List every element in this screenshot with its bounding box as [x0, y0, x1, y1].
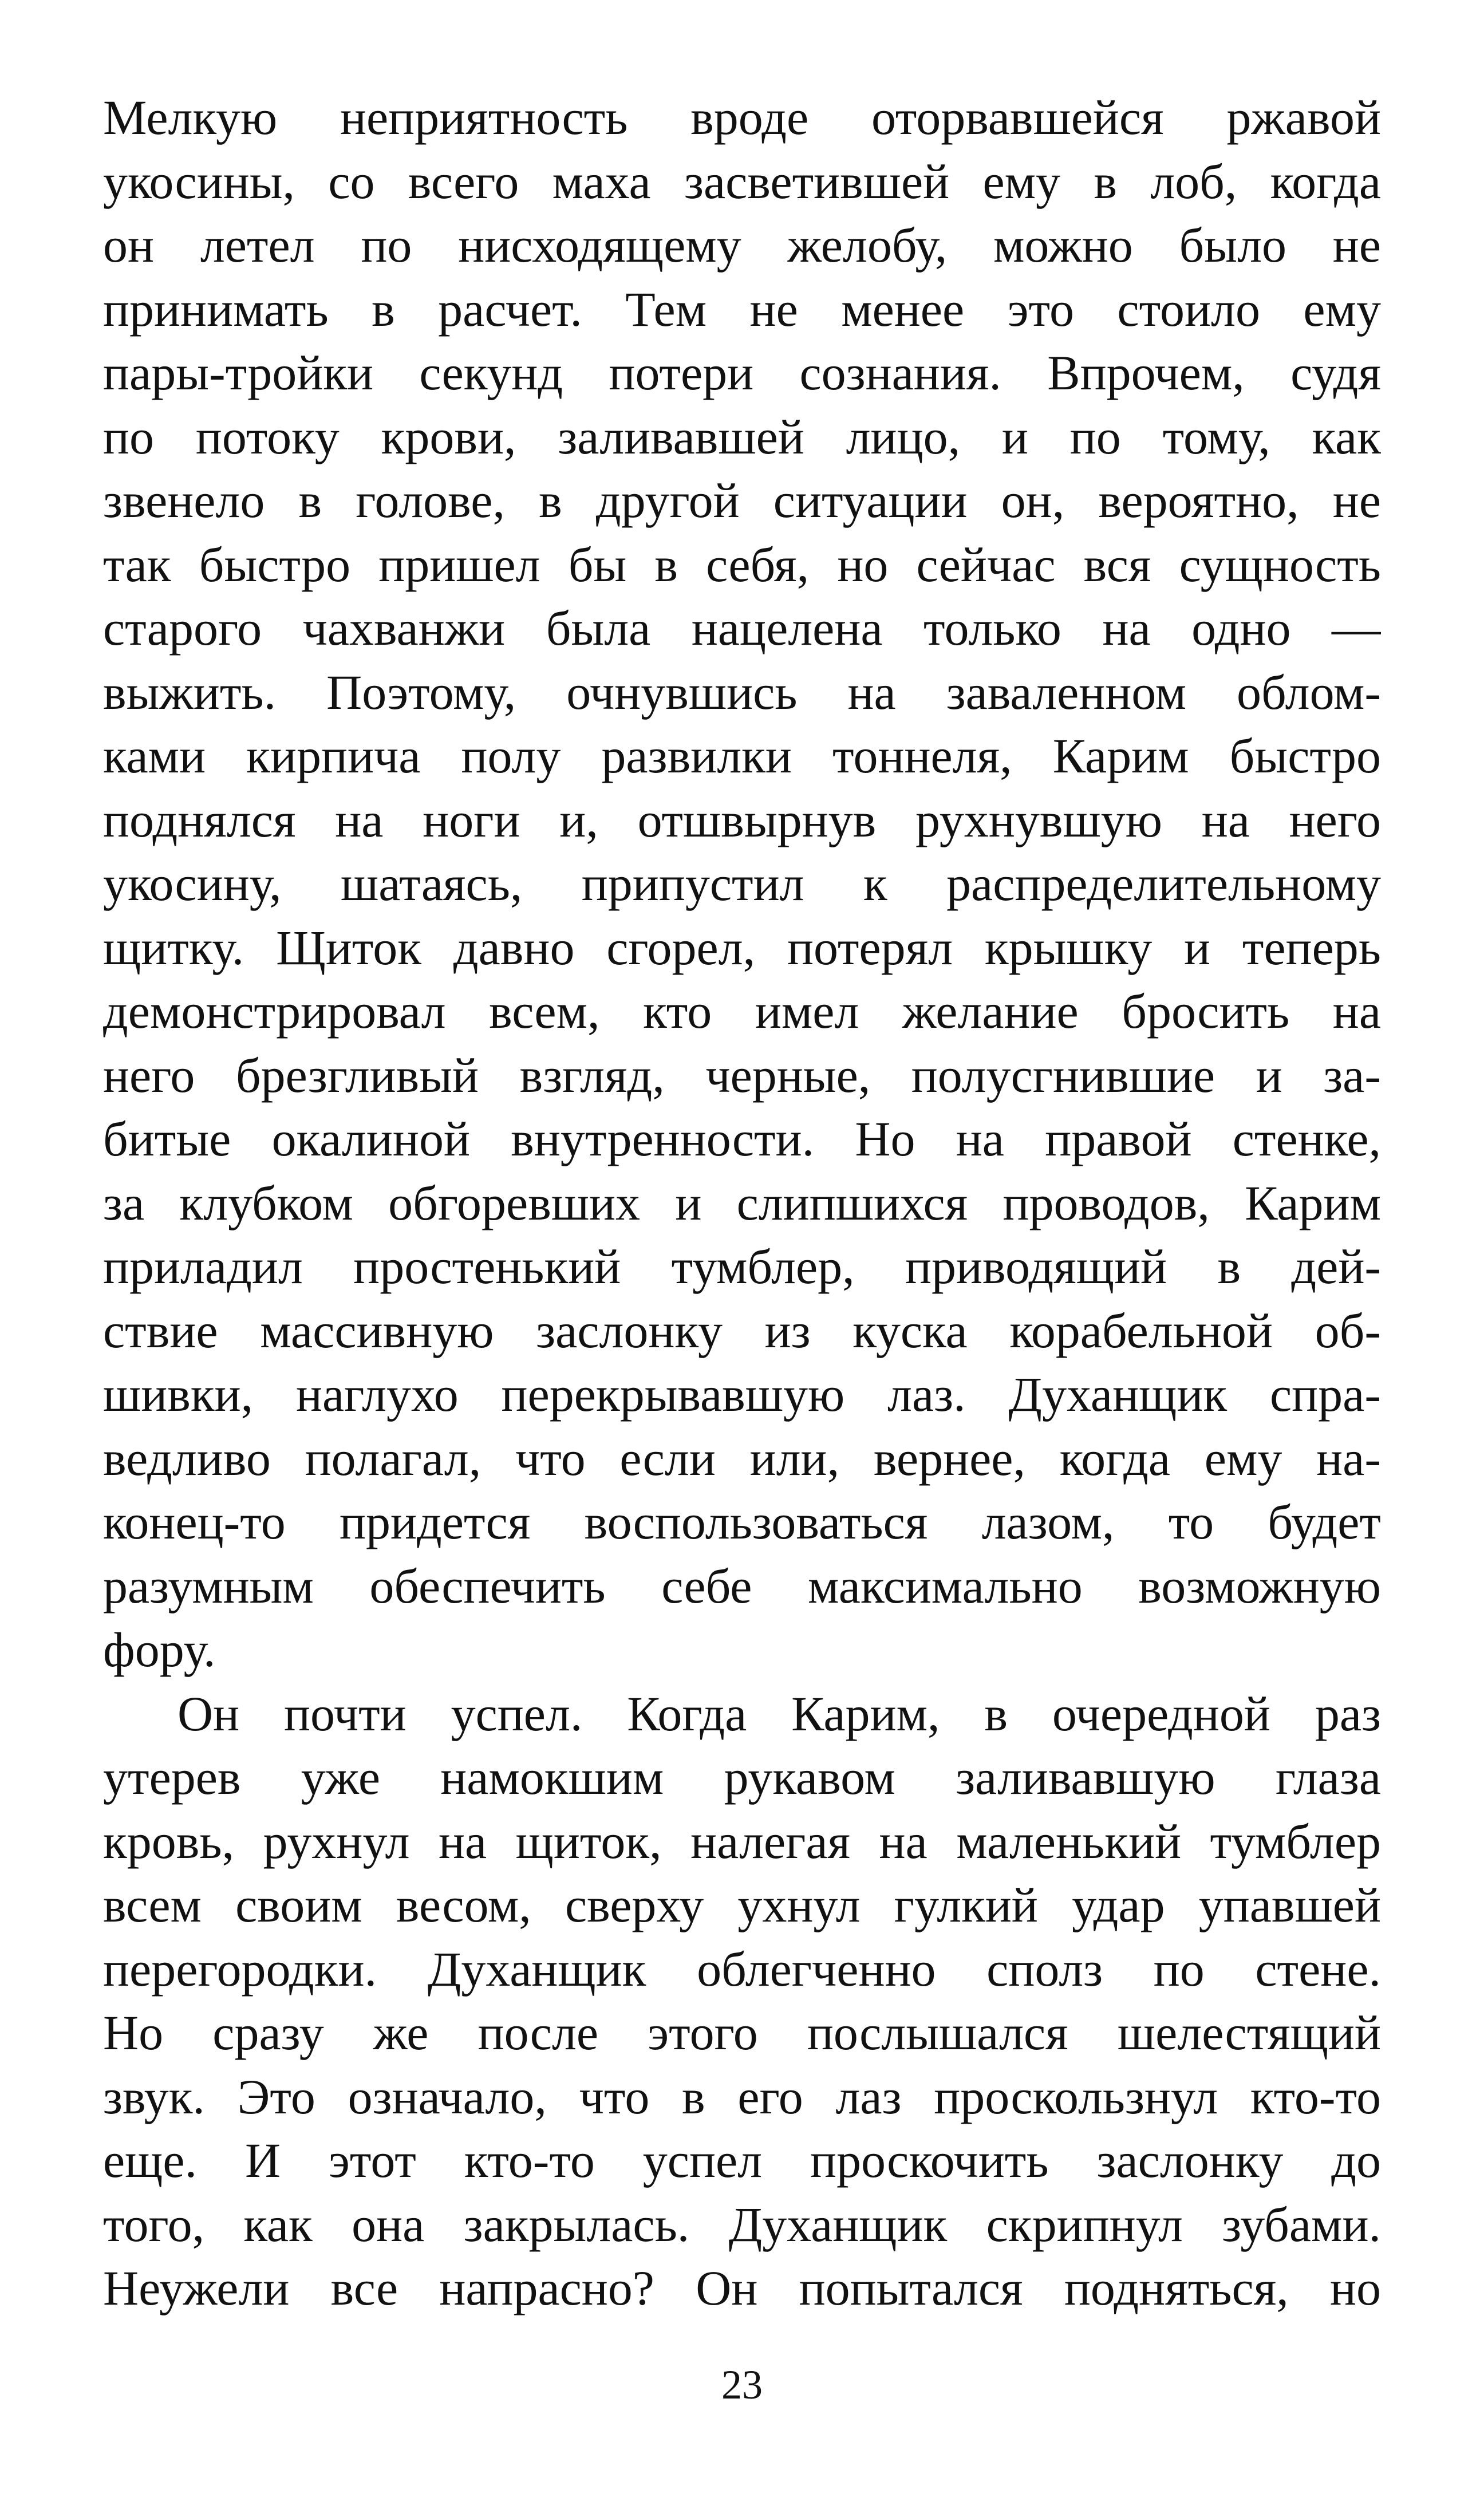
text-line: него брезгливый взгляд, черные, полусгнившие и за-: [103, 1047, 1381, 1103]
text-line: утерев уже намокшим рукавом заливавшую глаза: [103, 1750, 1381, 1805]
text-line: кровь, рухнул на щиток, налегая на маленький тумблер: [103, 1813, 1381, 1869]
text-line: всем своим весом, сверху ухнул гулкий удар упавшей: [103, 1877, 1381, 1932]
text-line: конец-то придется воспользоваться лазом, то будет: [103, 1494, 1381, 1549]
body-text: [103, 86, 1381, 2321]
text-line: ками кирпича полу развилки тоннеля, Карим быстро: [103, 728, 1381, 783]
paragraph-1: [103, 86, 1381, 1682]
text-line: укосину, шатаясь, припустил к распределительному: [103, 856, 1381, 911]
text-line: старого чахванжи была нацелена только на одно —: [103, 601, 1381, 656]
text-line: фору.: [103, 1622, 216, 1677]
text-line: звенело в голове, в другой ситуации он, вероятно, не: [103, 473, 1381, 528]
text-line: демонстрировал всем, кто имел желание бросить на: [103, 984, 1381, 1039]
text-line: принимать в расчет. Тем не менее это стоило ему: [103, 281, 1381, 337]
paragraph-2: [103, 1682, 1381, 2321]
text-line: Но сразу же после этого послышался шелестящий: [103, 2005, 1381, 2060]
text-line: Он почти успел. Когда Карим, в очередной раз: [177, 1686, 1381, 1741]
page-number: 23: [721, 2362, 763, 2408]
text-line: шивки, наглухо перекрывавшую лаз. Духанщик спра-: [103, 1367, 1381, 1422]
text-line: приладил простенький тумблер, приводящий в дей-: [103, 1239, 1381, 1294]
text-line: так быстро пришел бы в себя, но сейчас вся сущность: [103, 537, 1381, 592]
text-line: поднялся на ноги и, отшвырнув рухнувшую на него: [103, 792, 1381, 847]
text-line: по потоку крови, заливавшей лицо, и по тому, как: [103, 409, 1381, 464]
text-line: он летел по нисходящему желобу, можно было не: [103, 218, 1381, 273]
text-line: разумным обеспечить себе максимально возможную: [103, 1558, 1381, 1614]
text-line: ведливо полагал, что если или, вернее, когда ему на-: [103, 1430, 1381, 1486]
text-line: ствие массивную заслонку из куска корабельной об-: [103, 1303, 1381, 1358]
text-line: звук. Это означало, что в его лаз проскользнул кто-то: [103, 2069, 1381, 2124]
text-line: выжить. Поэтому, очнувшись на заваленном облом-: [103, 664, 1381, 720]
text-line: битые окалиной внутренности. Но на правой стенке,: [103, 1111, 1381, 1166]
text-line: того, как она закрылась. Духанщик скрипнул зубами.: [103, 2196, 1381, 2252]
text-line: еще. И этот кто-то успел проскочить заслонку до: [103, 2133, 1381, 2188]
text-line: перегородки. Духанщик облегченно сполз по стене.: [103, 1941, 1381, 1997]
text-line: щитку. Щиток давно сгорел, потерял крышку и теперь: [103, 920, 1381, 975]
text-line: Мелкую неприятность вроде оторвавшейся ржавой: [103, 90, 1381, 145]
text-line: пары-тройки секунд потери сознания. Впрочем, судя: [103, 345, 1381, 400]
text-line: за клубком обгоревших и слипшихся проводов, Карим: [103, 1175, 1381, 1230]
text-line: Неужели все напрасно? Он попытался подняться, но: [103, 2261, 1381, 2315]
text-line: укосины, со всего маха засветившей ему в лоб, когда: [103, 153, 1381, 209]
